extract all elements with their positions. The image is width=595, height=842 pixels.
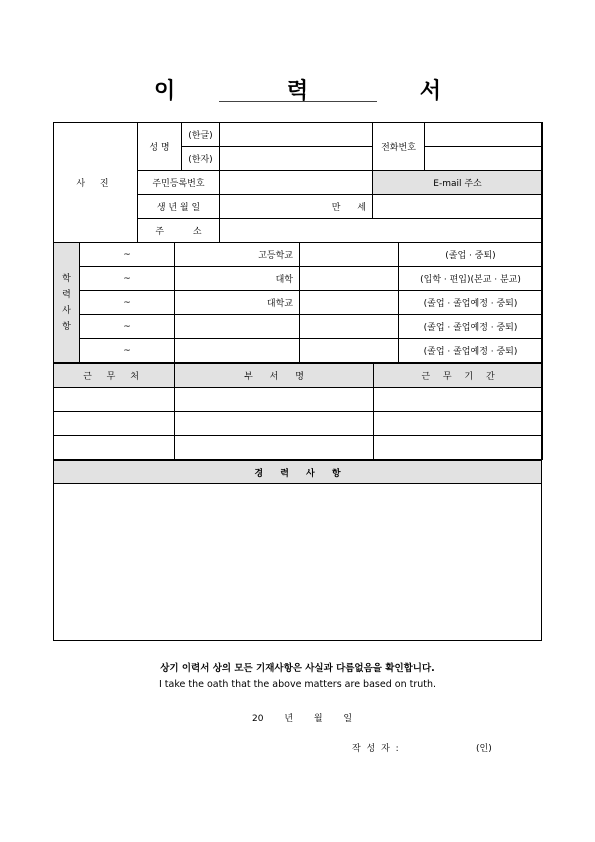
work-dept-1[interactable] [175,388,374,412]
oath-korean: 상기 이력서 상의 모든 기재사항은 사실과 다름없음을 확인합니다. [160,663,435,674]
work-place-header: 근 무 처 [54,364,175,388]
edu-major-5[interactable] [300,339,399,363]
address-field[interactable] [220,219,543,243]
name-hangul-field[interactable] [220,123,373,147]
work-period-2[interactable] [374,412,543,436]
seal-label: (인) [476,744,492,754]
work-period-3[interactable] [374,436,543,460]
edu-status-1[interactable]: (졸업 · 중퇴) [399,243,543,267]
edu-status-4[interactable]: (졸업 · 졸업예정 · 중퇴) [399,315,543,339]
edu-major-1[interactable] [300,243,399,267]
edu-school-4[interactable] [175,315,300,339]
edu-school-3[interactable]: 대학교 [175,291,300,315]
phone-field-2[interactable] [425,147,543,171]
phone-label: 전화번호 [373,123,425,171]
name-hanja-field[interactable] [220,147,373,171]
email-field[interactable] [373,195,543,219]
name-label: 성 명 [138,123,182,171]
edu-major-3[interactable] [300,291,399,315]
work-dept-2[interactable] [175,412,374,436]
phone-field-1[interactable] [425,123,543,147]
address-label: 주 소 [138,219,220,243]
email-label: E-mail 주소 [373,171,543,195]
edu-period-2[interactable]: ~ [80,267,175,291]
edu-period-4[interactable]: ~ [80,315,175,339]
work-place-3[interactable] [54,436,175,460]
education-side-label: 학 력 사 항 [54,243,80,363]
work-period-header: 근 무 기 간 [374,364,543,388]
edu-status-3[interactable]: (졸업 · 졸업예정 · 중퇴) [399,291,543,315]
work-dept-3[interactable] [175,436,374,460]
oath-english: I take the oath that the above matters are based on truth. [158,679,437,690]
resident-no-label: 주민등록번호 [138,171,220,195]
work-dept-header: 부 서 명 [175,364,374,388]
education-table [53,242,543,363]
writer-label[interactable]: 작 성 자 : [352,744,399,754]
name-hangul-label: (한글) [182,123,220,147]
edu-period-1[interactable]: ~ [80,243,175,267]
career-table [53,460,542,484]
work-table [53,363,543,460]
work-place-2[interactable] [54,412,175,436]
work-place-1[interactable] [54,388,175,412]
edu-school-1[interactable]: 고등학교 [175,243,300,267]
resident-no-field[interactable] [220,171,373,195]
date-line[interactable]: 20 년 월 일 [252,714,353,724]
edu-major-4[interactable] [300,315,399,339]
birth-age-field[interactable]: 만 세 [220,195,373,219]
work-period-1[interactable] [374,388,543,412]
photo-box[interactable]: 사 진 [54,123,138,243]
edu-status-2[interactable]: (입학 · 편입)(본교 · 분교) [399,267,543,291]
edu-status-5[interactable]: (졸업 · 졸업예정 · 중퇴) [399,339,543,363]
edu-major-2[interactable] [300,267,399,291]
edu-period-3[interactable]: ~ [80,291,175,315]
edu-school-2[interactable]: 대학 [175,267,300,291]
edu-period-5[interactable]: ~ [80,339,175,363]
title-underline [219,101,377,102]
career-text-area[interactable] [53,484,542,641]
birth-label: 생 년 월 일 [138,195,220,219]
name-hanja-label: (한자) [182,147,220,171]
career-header: 경 력 사 항 [54,461,542,484]
edu-school-5[interactable] [175,339,300,363]
document-title: 이 력 서 [153,79,494,104]
personal-info-table [53,122,543,243]
